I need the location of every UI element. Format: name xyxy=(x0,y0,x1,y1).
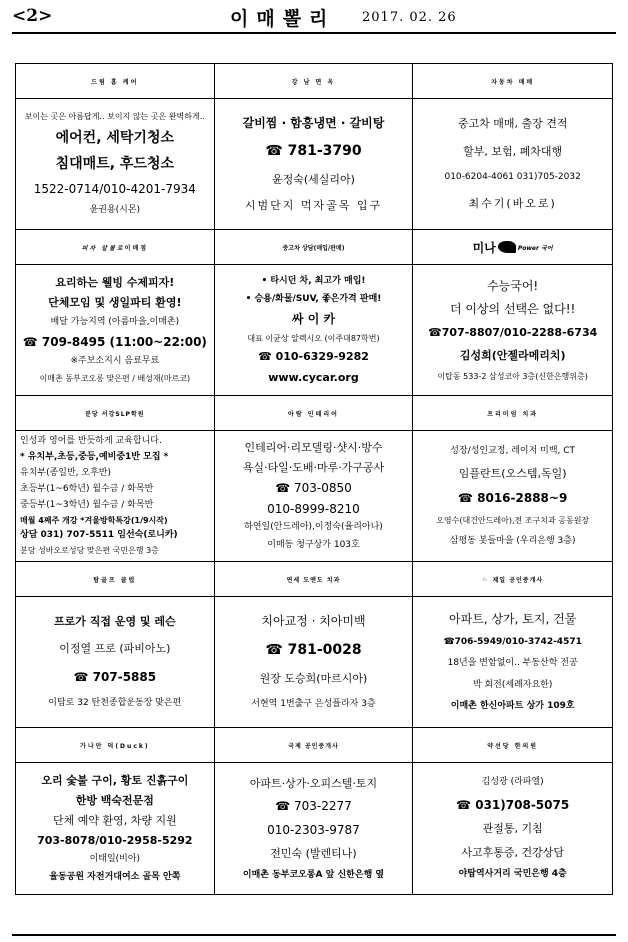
ad-phone: ☎707-8807/010-2288-6734 xyxy=(428,326,598,340)
ad-contact: 원장 도승희(마르시아) xyxy=(259,672,368,686)
ad-title: 약선당 한의원 xyxy=(413,728,612,763)
ad-phone: ☎ 781-0028 xyxy=(265,642,362,659)
ad-address: 이탑동 533-2 삼성코아 3층(신한은행위층) xyxy=(437,371,588,381)
ad-title: 강 남 면 옥 xyxy=(215,64,413,99)
ad-line: 치아교정 · 치아미백 xyxy=(261,614,366,629)
ad-line: ※주보소지시 음료무료 xyxy=(70,356,160,367)
ad-phone: 703-8078/010-2958-5292 xyxy=(37,834,193,848)
ad-line: 중등부(1~3학년) 월수금 / 화목반 xyxy=(20,499,154,510)
ad-title: 국제 공인중개사 xyxy=(215,728,413,763)
ad-title: 분당 서강SLP학원 xyxy=(16,396,214,431)
ad-line: 초등부(1~6학년) 월수금 / 화목반 xyxy=(20,483,154,494)
ad-line: 갈비찜 · 함흥냉면 · 갈비탕 xyxy=(242,115,385,130)
ad-mina-power-korean xyxy=(413,230,612,396)
ad-line: 아파트·상가·오피스텔·토지 xyxy=(249,776,378,790)
horse-icon: ♘ xyxy=(482,575,489,583)
ad-contact: 박 회전(세례자요한) xyxy=(472,679,553,690)
ad-line: 욕실·타일·도배·마루·가구공사 xyxy=(242,461,385,475)
ad-title-text: 제일 공인중개사 xyxy=(492,576,544,584)
ad-title: 드림 홈 케어 xyxy=(16,64,214,99)
ad-contact: 최수기(바오로) xyxy=(468,197,557,211)
ad-line: • 타시던 차, 최고가 매입! xyxy=(261,276,366,287)
ad-top-golf xyxy=(16,562,215,728)
ad-car-trade xyxy=(413,64,612,230)
ad-address: 서현역 1번출구 은성플라자 3층 xyxy=(251,698,376,709)
ad-phone: ☎706-5949/010-3742-4571 xyxy=(443,636,582,647)
ad-line: 단체 예약 환영, 차량 지원 xyxy=(52,814,177,828)
page-number: <2> xyxy=(12,6,53,26)
ad-address: 이탑로 32 탄천종합운동장 맞은편 xyxy=(48,698,182,709)
ad-title: 탑골프 클럽 xyxy=(16,562,214,597)
ad-line: 인성과 영어를 반듯하게 교육합니다. xyxy=(20,436,162,446)
ad-line: • 승용/화물/SUV, 좋은가격 판매! xyxy=(245,294,382,305)
ad-phone: 010-6204-4061 031)705-2032 xyxy=(444,172,581,183)
ad-contact: 전민숙 (발렌티나) xyxy=(270,846,357,860)
ad-phone: ☎ 031)708-5075 xyxy=(456,797,570,812)
ad-phone: ☎ 707-5885 xyxy=(73,669,157,684)
publication-title: 이매뽈리 xyxy=(230,8,336,30)
ad-yakseondang-clinic xyxy=(413,728,612,894)
ad-line: 매월 4째주 개강 *겨울방학특강(1/9시작) xyxy=(20,515,168,525)
ad-premium-dental xyxy=(413,396,612,562)
ad-contact: 오영수(대건안드레아),전 조구치과 공동원장 xyxy=(436,515,590,525)
ad-address: 이매촌 동부코오롱A 앞 신한은행 옆 xyxy=(242,869,385,880)
ad-website: www.cycar.org xyxy=(268,370,359,384)
ad-title: 중고차 상담(매입/판매) xyxy=(215,230,413,265)
ad-line: 아파트, 상가, 토지, 건물 xyxy=(449,611,577,626)
ad-sogang-slp xyxy=(16,396,215,562)
ad-title: 자동차 매매 xyxy=(413,64,612,99)
ad-line: 에어컨, 세탁기청소 xyxy=(55,130,175,147)
ad-title: 프리미엄 치과 xyxy=(413,396,612,431)
ad-address: 삼평동 봇들마을 (우리은행 3층) xyxy=(449,535,576,546)
footer-rule xyxy=(12,934,616,936)
ad-line: 한방 백숙전문점 xyxy=(75,794,154,808)
ad-contact: 대표 이균상 알렉시오 (이주대87학번) xyxy=(247,333,380,343)
ad-jeil-realty xyxy=(413,562,612,728)
ad-address: 이매촌 동부코오롱 맞은편 / 배성재(마르코) xyxy=(39,374,191,384)
ad-phone: 상담 031) 707-5511 임선숙(로니카) xyxy=(20,530,178,541)
ad-line: 사고후통증, 건강상담 xyxy=(461,845,564,859)
ad-phone: ☎ 010-6329-9282 xyxy=(258,350,369,364)
ad-line: 단체모임 및 생일파티 환영! xyxy=(48,296,182,310)
ad-line: 관절통, 기침 xyxy=(482,822,543,836)
ad-gukje-realty xyxy=(215,728,414,894)
ad-phone: 010-8999-8210 xyxy=(267,501,360,516)
ad-line: 요리하는 웰빙 수제피자! xyxy=(55,276,175,290)
ad-contact: 윤권용(시몬) xyxy=(89,205,141,216)
ad-gangnam-myeonok xyxy=(215,64,414,230)
ad-line: 오리 숯불 구이, 황토 진흙구이 xyxy=(41,773,189,787)
ad-title-branch: 이매점 xyxy=(124,244,149,252)
ad-line: 할부, 보험, 폐차대행 xyxy=(463,144,563,158)
ad-phone: ☎ 703-2277 xyxy=(275,799,352,814)
ad-pizza-alvolo xyxy=(16,230,215,396)
publication-date: 2017. 02. 26 xyxy=(362,10,457,25)
ad-line: 침대매트, 후드청소 xyxy=(55,156,175,173)
ad-title xyxy=(413,230,612,265)
ad-grid xyxy=(15,63,613,895)
ad-phone: 010-2303-9787 xyxy=(267,823,360,838)
ad-line: 배달 가능지역 (아름마을,이매촌) xyxy=(50,316,180,327)
ad-line: 프로가 직접 운영 및 레슨 xyxy=(54,615,176,629)
ad-phone: ☎ 703-0850 xyxy=(275,480,352,495)
ad-address: 율동공원 자전거대여소 골목 안쪽 xyxy=(49,872,181,883)
ad-title xyxy=(413,562,612,597)
ad-contact: 이태일(비아) xyxy=(89,854,141,865)
ad-line: 임플란트(오스템,독일) xyxy=(458,466,567,480)
ad-title: 가나안 덕(Duck) xyxy=(16,728,214,763)
ad-contact: 하연일(안드레아),이정숙(율리아나) xyxy=(244,522,383,533)
ad-title: 연세 도앤도 치과 xyxy=(215,562,413,597)
ad-phone: ☎ 709-8495 (11:00~22:00) xyxy=(22,334,207,349)
ad-address: 시범단지 먹자골목 입구 xyxy=(244,198,383,212)
power-logo-icon xyxy=(498,241,516,253)
ad-address: 이매촌 한신아파트 상가 109호 xyxy=(450,701,575,712)
ad-dream-home-care xyxy=(16,64,215,230)
ad-line: 유치부(종일반, 오후반) xyxy=(20,467,111,478)
ad-line: * 유치부,초등,중등,예비중1반 모집 * xyxy=(20,451,169,462)
ad-line: 18년을 변함없이.. 부동산학 전공 xyxy=(447,658,578,669)
ad-line: 중고차 매매, 출장 견적 xyxy=(457,117,568,131)
ad-phone: ☎ 781-3790 xyxy=(265,143,362,160)
ad-canaan-duck xyxy=(16,728,215,894)
ad-contact: 이정열 프로 (파비아노) xyxy=(59,642,171,656)
ad-contact: 윤정숙(세실리아) xyxy=(272,172,355,186)
ad-address: 야탑역사거리 국민은행 4층 xyxy=(458,869,567,880)
ad-line: 보이는 곳은 아름답게.. 보이지 않는 곳은 완벽하게.. xyxy=(24,111,205,121)
ad-brand: 싸 이 카 xyxy=(291,312,336,327)
ad-line: 성장/성인교정, 레이저 미백, CT xyxy=(450,445,576,456)
ad-title xyxy=(16,230,214,265)
ad-used-car-consult xyxy=(215,230,414,396)
ad-phone: 1522-0714/010-4201-7934 xyxy=(33,181,196,196)
ad-line: 인테리어·리모델링·샷시·방수 xyxy=(244,441,383,455)
ad-address: 이매동 청구상가 103호 xyxy=(267,539,360,550)
ad-contact: 김성광 (라파엘) xyxy=(481,777,544,788)
ad-phone: ☎ 8016-2888~9 xyxy=(458,490,568,505)
ad-yonsei-dental xyxy=(215,562,414,728)
header-rule xyxy=(12,32,616,34)
ad-title-prefix: 미나 xyxy=(472,240,496,255)
ad-title-brand: 피자 알볼로 xyxy=(81,244,125,252)
page-header xyxy=(12,4,616,30)
ad-line: 더 이상의 선택은 없다!! xyxy=(449,302,576,317)
ad-aram-interior xyxy=(215,396,414,562)
ad-title: 아람 인테리어 xyxy=(215,396,413,431)
ad-title-main: Power 국어 xyxy=(517,244,553,252)
ad-contact: 김성희(안젤라메리치) xyxy=(459,349,566,363)
ad-line: 수능국어! xyxy=(487,278,539,293)
ad-address: 분당 성바오로성당 맞은편 국민은행 3층 xyxy=(20,546,159,556)
